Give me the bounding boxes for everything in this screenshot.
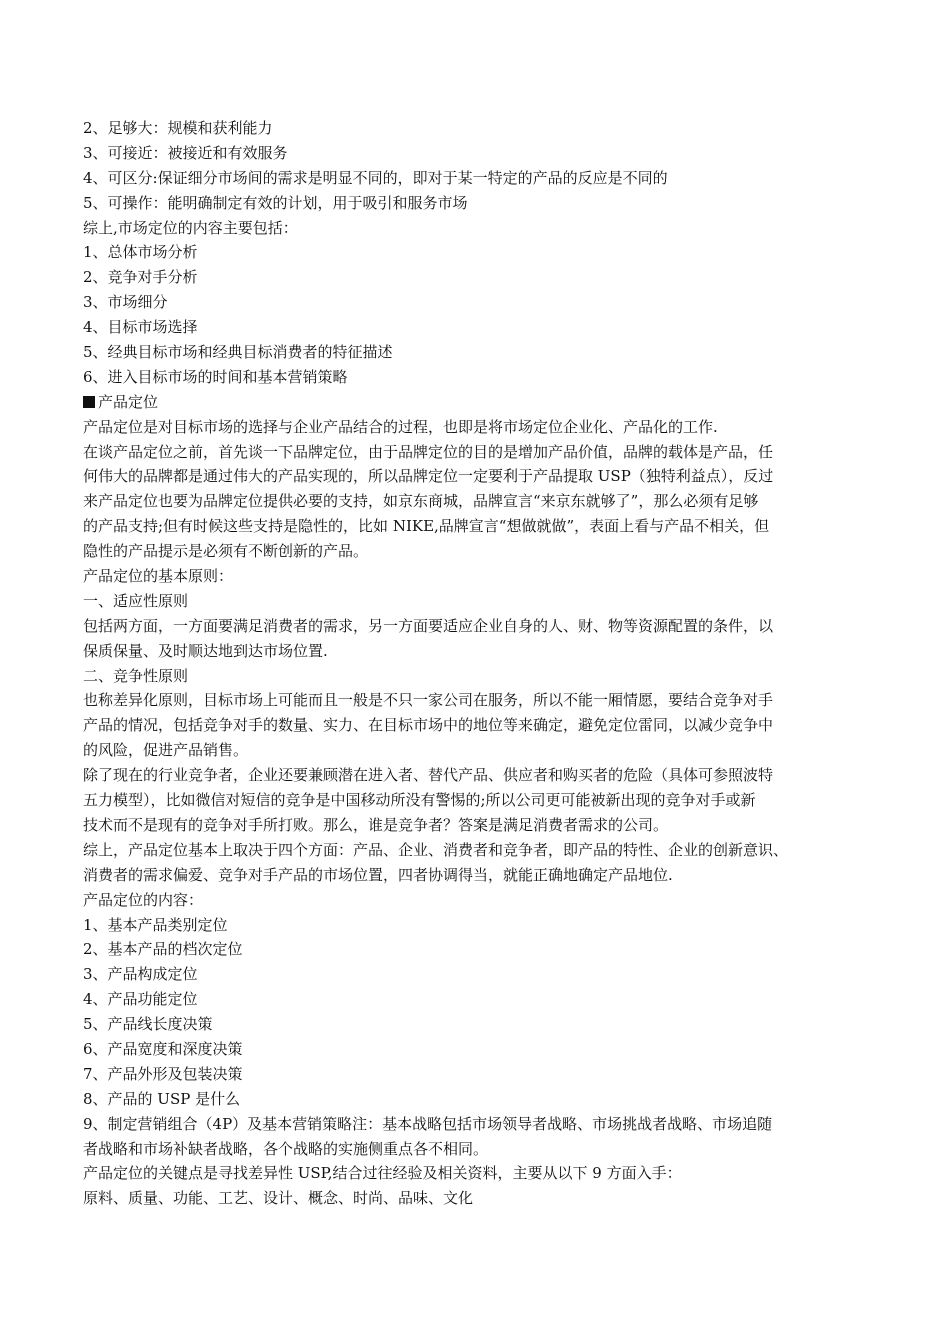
section-heading [83, 390, 883, 415]
text-line: 包括两方面，一方面要满足消费者的需求，另一方面要适应企业自身的人、财、物等资源配置的条件，以 [83, 616, 774, 635]
text-line: 4、可区分:保证细分市场间的需求是明显不同的，即对于某一特定的产品的反应是不同的 [83, 168, 668, 187]
text-line: 综上,市场定位的内容主要包括： [83, 218, 298, 237]
text-line: 8、产品的 USP 是什么 [83, 1089, 241, 1108]
text-line: 6、产品宽度和深度决策 [83, 1039, 243, 1058]
text-line: 产品定位的关键点是寻找差异性 USP,结合过往经验及相关资料，主要从以下 9 方面入手： [83, 1164, 682, 1183]
text-line: 2、竞争对手分析 [83, 268, 198, 287]
text-line: 产品定位是对目标市场的选择与企业产品结合的过程，也即是将市场定位企业化、产品化的工作. [83, 417, 718, 436]
text-line: 1、基本产品类别定位 [83, 915, 228, 934]
text-line: 2、足够大：规模和获利能力 [83, 119, 273, 137]
text-line: 保质保量、及时顺达地到达市场位置. [83, 641, 328, 660]
text-line: 在谈产品定位之前，首先谈一下品牌定位，由于品牌定位的目的是增加产品价值，品牌的载体是产品，任 [83, 442, 774, 461]
text-line: 5、可操作：能明确制定有效的计划，用于吸引和服务市场 [83, 193, 468, 212]
text-line: 产品定位的基本原则： [83, 567, 234, 586]
text-line: 4、目标市场选择 [83, 318, 198, 337]
text-line: 3、可接近：被接近和有效服务 [83, 143, 288, 162]
text-line: 消费者的需求偏爱、竞争对手产品的市场位置，四者协调得当，就能正确地确定产品地位. [83, 865, 673, 884]
text-line: 来产品定位也要为品牌定位提供必要的支持，如京东商城，品牌宣言“来京东就够了”，那么必须有足够 [83, 492, 759, 511]
text-line: 产品定位的内容： [83, 890, 204, 909]
text-line: 3、产品构成定位 [83, 965, 198, 984]
text-line: 2、基本产品的档次定位 [83, 940, 243, 959]
section-heading-text: 产品定位 [98, 392, 159, 411]
text-line: 者战略和市场补缺者战略，各个战略的实施侧重点各不相同。 [83, 1139, 489, 1158]
text-line: 3、市场细分 [83, 293, 168, 312]
text-line: 7、产品外形及包装决策 [83, 1064, 243, 1083]
text-line: 5、产品线长度决策 [83, 1015, 213, 1034]
text-line: 除了现在的行业竞争者，企业还要兼顾潜在进入者、替代产品、供应者和购买者的危险（具体可参照波特 [83, 766, 774, 785]
text-line: 也称差异化原则，目标市场上可能而且一般是不只一家公司在服务，所以不能一厢情愿，要结合竞争对手 [83, 691, 774, 710]
text-line: 1、总体市场分析 [83, 243, 198, 262]
document-body [83, 116, 883, 1211]
text-line: 的产品支持;但有时候这些支持是隐性的，比如 NIKE,品牌宣言“想做就做”，表面上看与产品不相关，但 [83, 517, 770, 536]
text-line: 五力模型），比如微信对短信的竞争是中国移动所没有警惕的;所以公司更可能被新出现的竞争对手或新 [83, 791, 756, 810]
text-line: 4、产品功能定位 [83, 990, 198, 1009]
text-line: 二、竞争性原则 [83, 666, 189, 685]
text-line: 技术而不是现有的竞争对手所打败。那么，谁是竞争者？答案是满足消费者需求的公司。 [83, 815, 669, 834]
text-line: 的风险，促进产品销售。 [83, 741, 249, 760]
text-line: 9、制定营销组合（4P）及基本营销策略注：基本战略包括市场领导者战略、市场挑战者战略、市场追随 [83, 1114, 773, 1133]
text-line: 一、适应性原则 [83, 591, 189, 610]
text-line: 6、进入目标市场的时间和基本营销策略 [83, 367, 348, 386]
text-line: 隐性的产品提示是必须有不断创新的产品。 [83, 542, 369, 561]
square-bullet-icon [83, 396, 95, 408]
text-line: 产品的情况，包括竞争对手的数量、实力、在目标市场中的地位等来确定，避免定位雷同，以减少竞争中 [83, 716, 774, 735]
text-line: 何伟大的品牌都是通过伟大的产品实现的，所以品牌定位一定要利于产品提取 USP（独特利益点），反过 [83, 467, 774, 486]
text-line: 原料、质量、功能、工艺、设计、概念、时尚、品味、文化 [83, 1189, 474, 1208]
text-line: 综上，产品定位基本上取决于四个方面：产品、企业、消费者和竞争者，即产品的特性、企业的创新意识、 [83, 840, 789, 859]
text-line: 5、经典目标市场和经典目标消费者的特征描述 [83, 343, 393, 362]
